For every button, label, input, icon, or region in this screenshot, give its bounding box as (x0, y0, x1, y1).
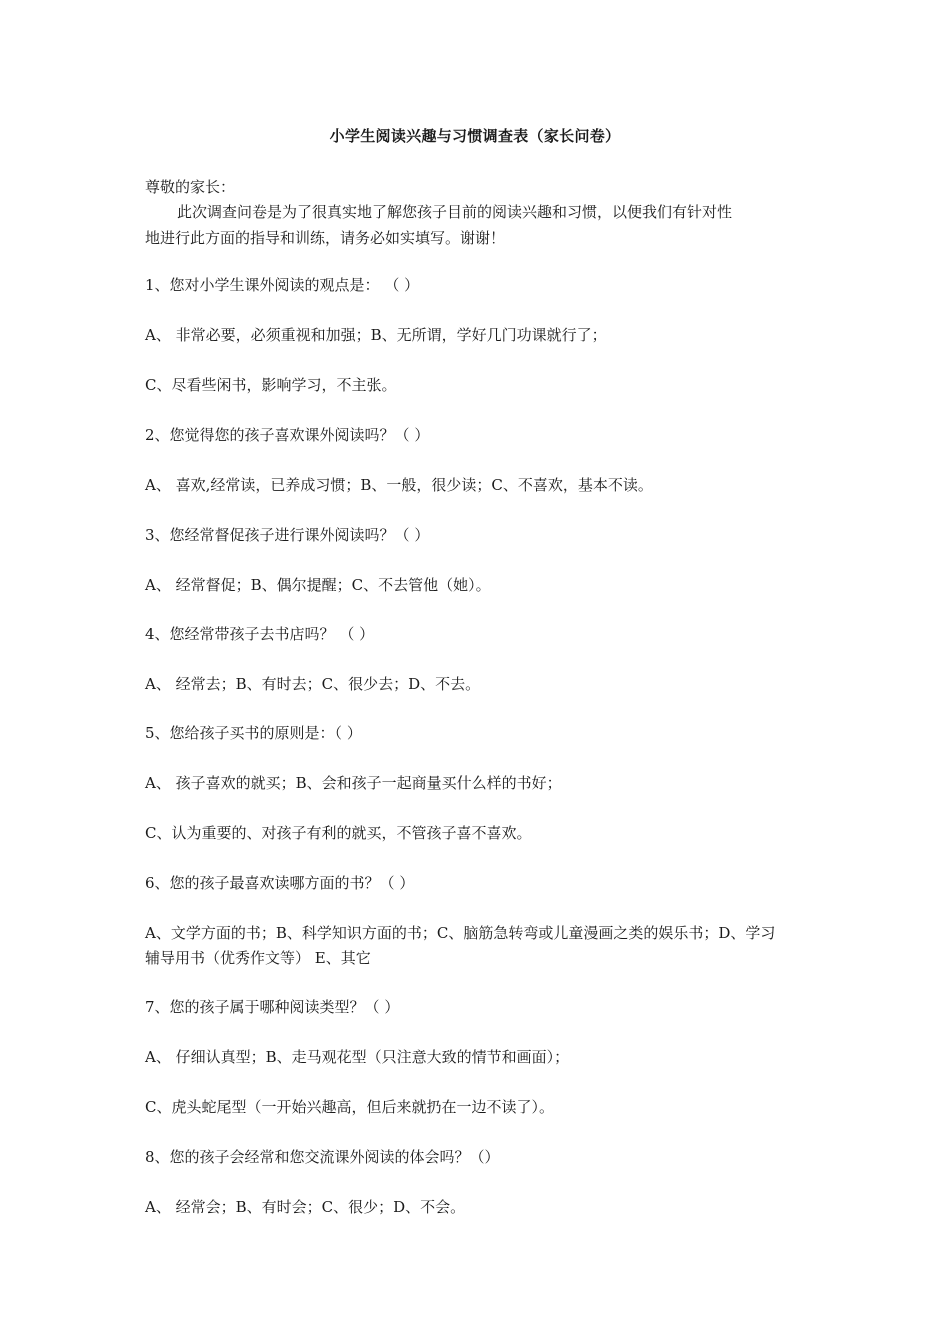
question-7-options-line-1: A、 仔细认真型；B、走马观花型（只注意大致的情节和画面）； (145, 1048, 570, 1066)
page-title: 小学生阅读兴趣与习惯调查表（家长问卷） (329, 127, 621, 145)
question-5-options-line-1: A、 孩子喜欢的就买；B、会和孩子一起商量买什么样的书好； (145, 774, 562, 792)
question-6-options-line-2: 辅导用书（优秀作文等） E、其它 (145, 949, 371, 967)
question-1: 1、您对小学生课外阅读的观点是： （ ） (145, 276, 420, 294)
question-3: 3、您经常督促孩子进行课外阅读吗？（ ） (145, 526, 430, 544)
question-6: 6、您的孩子最喜欢读哪方面的书？（ ） (145, 874, 415, 892)
question-6-options-line-1: A、文学方面的书；B、科学知识方面的书；C、脑筋急转弯或儿童漫画之类的娱乐书；D、学习 (145, 924, 776, 942)
question-4: 4、您经常带孩子去书店吗？ （ ） (145, 625, 375, 643)
question-5: 5、您给孩子买书的原则是：（ ） (145, 724, 362, 742)
question-1-options-line-1: A、 非常必要，必须重视和加强；B、无所谓，学好几门功课就行了； (145, 326, 607, 344)
intro-line-2: 地进行此方面的指导和训练，请务必如实填写。谢谢！ (145, 229, 506, 247)
question-2: 2、您觉得您的孩子喜欢课外阅读吗？（ ） (145, 426, 430, 444)
intro-line-1: 此次调查问卷是为了很真实地了解您孩子目前的阅读兴趣和习惯，以便我们有针对性 (177, 203, 733, 221)
question-8-options: A、 经常会；B、有时会；C、很少；D、不会。 (145, 1198, 466, 1216)
question-5-options-line-2: C、认为重要的、对孩子有利的就买，不管孩子喜不喜欢。 (145, 824, 532, 842)
question-1-options-line-2: C、尽看些闲书，影响学习，不主张。 (145, 376, 397, 394)
question-2-options: A、 喜欢,经常读，已养成习惯；B、一般，很少读；C、不喜欢，基本不读。 (145, 476, 653, 494)
question-4-options: A、 经常去；B、有时去；C、很少去；D、不去。 (145, 675, 481, 693)
question-7-options-line-2: C、虎头蛇尾型（一开始兴趣高，但后来就扔在一边不读了）。 (145, 1098, 554, 1116)
question-7: 7、您的孩子属于哪种阅读类型？（ ） (145, 998, 400, 1016)
greeting: 尊敬的家长： (145, 178, 236, 196)
question-8: 8、您的孩子会经常和您交流课外阅读的体会吗？（） (145, 1148, 500, 1166)
question-3-options: A、 经常督促；B、偶尔提醒；C、不去管他（她）。 (145, 576, 491, 594)
